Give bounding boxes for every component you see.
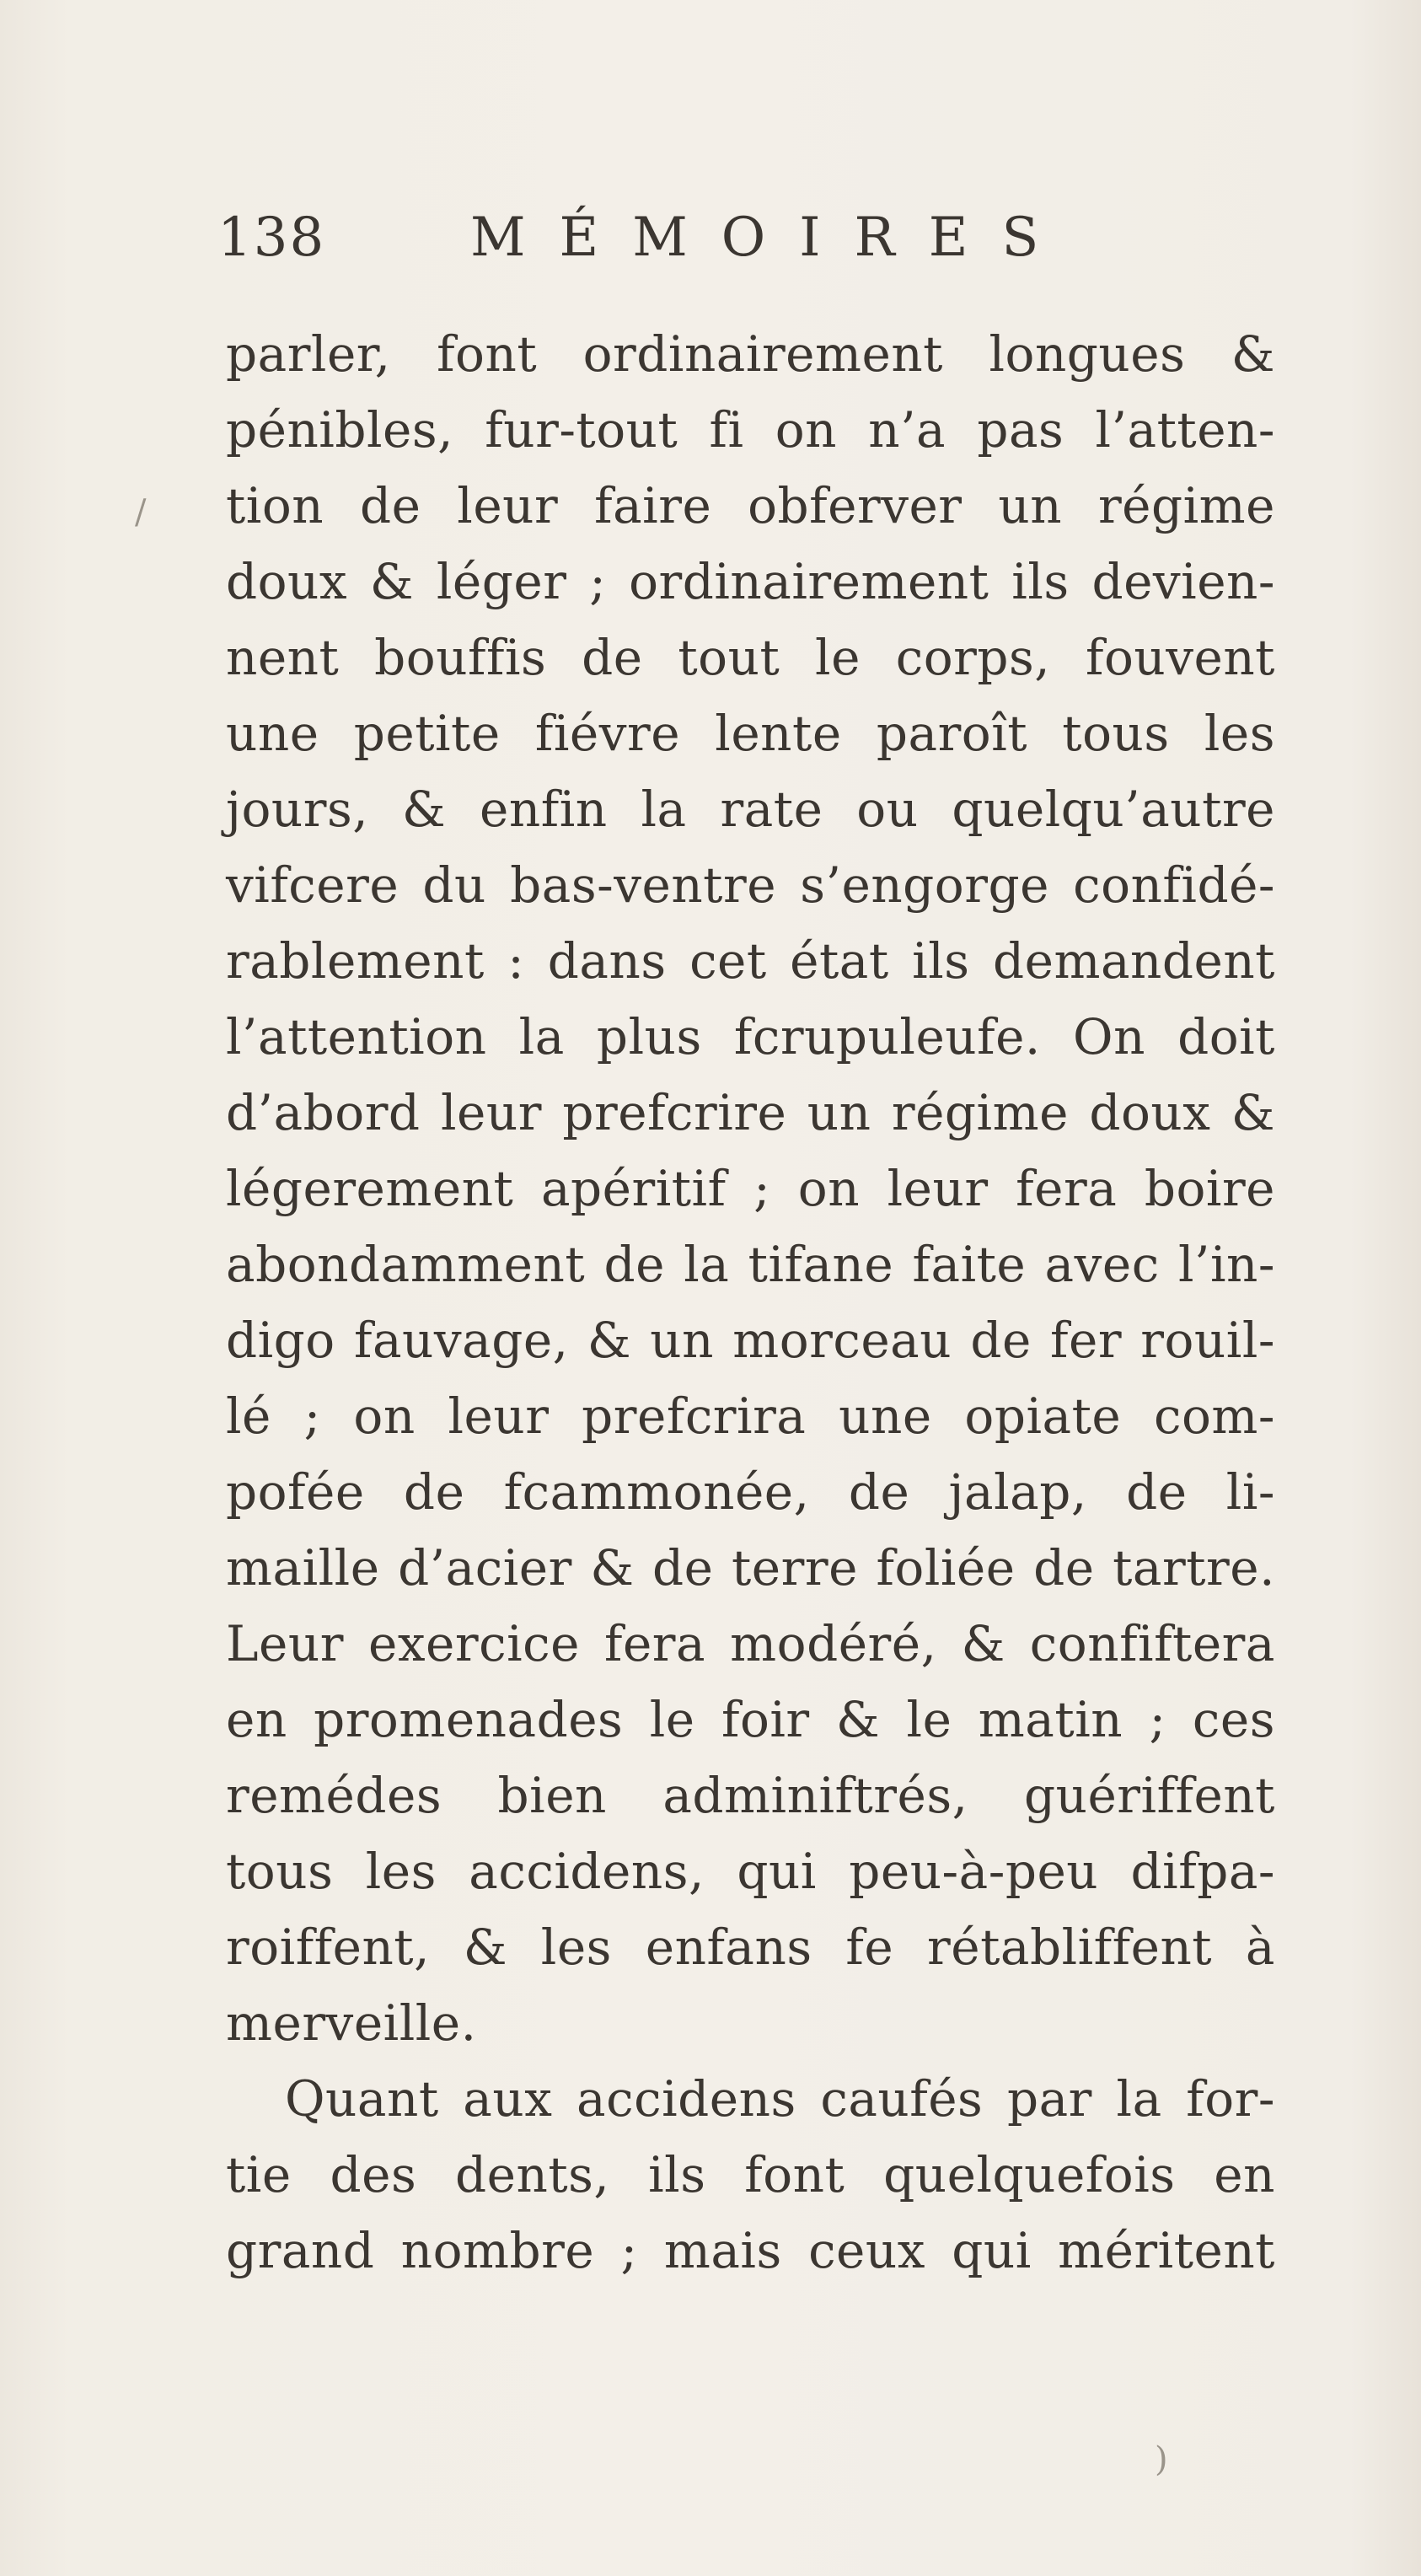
text-line: en promenades le foir & le matin ; ces bbox=[226, 1691, 1275, 1748]
text-line: une petite fiévre lente paroît tous les bbox=[226, 705, 1275, 762]
text-line: rablement : dans cet état ils demandent bbox=[226, 932, 1275, 990]
text-line: grand nombre ; mais ceux qui méritent bbox=[226, 2222, 1275, 2279]
running-head: MÉMOIRES bbox=[470, 207, 1073, 269]
text-line: Leur exercice fera modéré, & confiftera bbox=[226, 1615, 1275, 1672]
text-line: lé ; on leur prefcrira une opiate com- bbox=[226, 1387, 1275, 1445]
text-line: tie des dents, ils font quelquefois en bbox=[226, 2146, 1275, 2203]
ink-speck: ) bbox=[1155, 2440, 1168, 2479]
text-line: pofée de fcammonée, de jalap, de li- bbox=[226, 1463, 1275, 1521]
text-line: l’attention la plus fcrupuleufe. On doit bbox=[226, 1008, 1275, 1065]
text-line: jours, & enfin la rate ou quelqu’autre bbox=[226, 781, 1275, 838]
text-line: remédes bien adminiftrés, guériffent bbox=[226, 1767, 1275, 1824]
page-header bbox=[217, 207, 1271, 282]
body-text bbox=[226, 316, 1275, 2289]
text-line: roiffent, & les enfans fe rétabliffent à bbox=[226, 1919, 1275, 1976]
paragraph-end-line: merveille. bbox=[226, 1994, 477, 2052]
text-line: d’abord leur prefcrire un régime doux & bbox=[226, 1084, 1275, 1141]
text-line: digo fauvage, & un morceau de fer rouil- bbox=[226, 1312, 1275, 1369]
text-line: tion de leur faire obferver un régime bbox=[226, 477, 1275, 534]
text-line: parler, font ordinairement longues & bbox=[226, 325, 1275, 383]
text-line: vifcere du bas-ventre s’engorge confidé- bbox=[226, 856, 1275, 914]
text-line: maille d’acier & de terre foliée de tartre. bbox=[226, 1539, 1275, 1597]
page-number: 138 bbox=[217, 207, 326, 269]
paragraph-start-line: Quant aux accidens caufés par la for- bbox=[285, 2070, 1275, 2128]
margin-mark: / bbox=[135, 493, 147, 532]
text-line: légerement apéritif ; on leur fera boire bbox=[226, 1160, 1275, 1217]
text-line: doux & léger ; ordinairement ils devien- bbox=[226, 553, 1275, 610]
text-line: tous les accidens, qui peu-à-peu difpa- bbox=[226, 1843, 1275, 1900]
text-line: pénibles, fur-tout fi on n’a pas l’atten- bbox=[226, 401, 1275, 459]
text-line: nent bouffis de tout le corps, fouvent bbox=[226, 629, 1275, 686]
text-line: abondamment de la tifane faite avec l’in- bbox=[226, 1236, 1275, 1293]
